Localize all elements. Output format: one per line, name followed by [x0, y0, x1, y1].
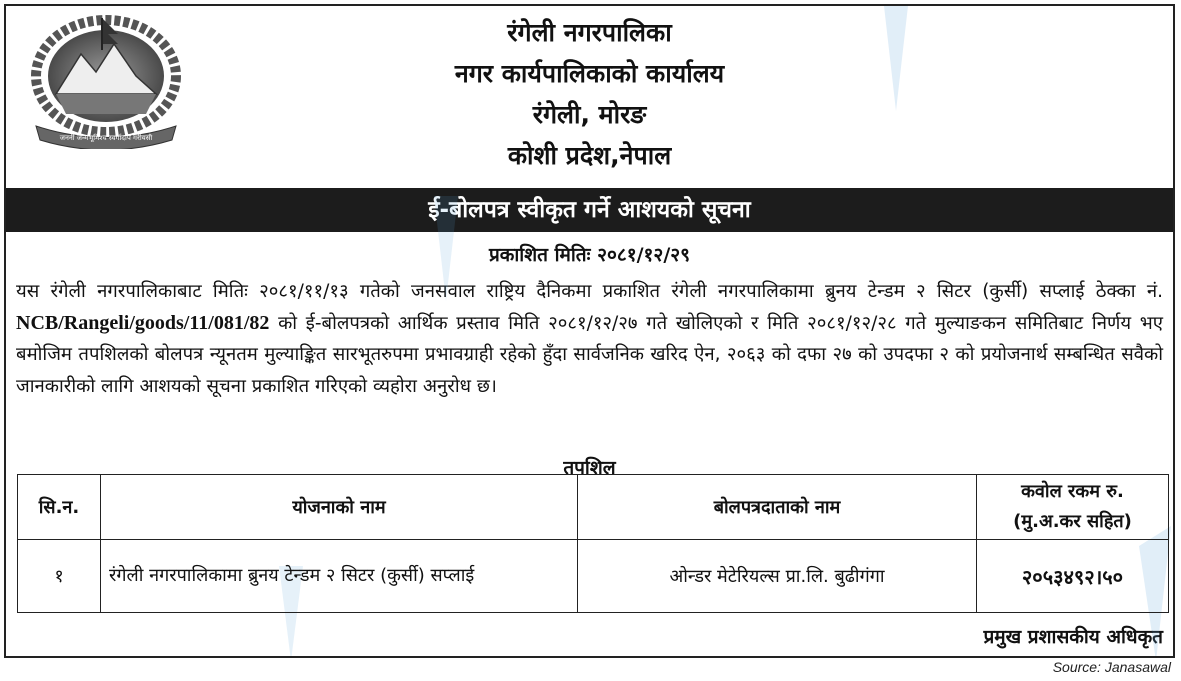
cell-amount: २०५३४९२।५०	[977, 540, 1169, 613]
municipality-name: रंगेली नगरपालिका	[507, 18, 672, 47]
body-part-1: यस रंगेली नगरपालिकाबाट मितिः २०८१/११/१३ गतेको जनसवाल राष्ट्रिय दैनिकमा प्रकाशित रंगेली नगरपालिकामा ब्रुनय टेन्डम २ सिटर (कुर्सी) सप्लाई ठेक्का नं.	[16, 281, 1163, 302]
office-location: रंगेली, मोरङ	[532, 100, 647, 129]
published-date-value: २०८१/१२/२९	[597, 244, 691, 266]
col-header-amount	[977, 475, 1169, 540]
details-caption: तपशिल	[563, 457, 616, 479]
office-name: नगर कार्यपालिकाको कार्यालय	[454, 59, 725, 88]
office-header	[6, 12, 1173, 176]
signatory-title: प्रमुख प्रशासकीय अधिकृत	[983, 626, 1163, 648]
col-header-yojana: योजनाको नाम	[101, 475, 578, 540]
col-header-sn: सि.न.	[18, 475, 101, 540]
col-header-bidder: बोलपत्रदाताको नाम	[578, 475, 977, 540]
notice-body	[16, 276, 1163, 402]
amount-header-line2: (मु.अ.कर सहित)	[1013, 511, 1132, 532]
body-part-2: को ई-बोलपत्रको आर्थिक प्रस्ताव मिति २०८१/१२/२७ गते खोलिएको र मिति २०८१/१२/२८ गते मुल्याङकन समितिबाट निर्णय भए बमोजिम तपशिलको बोलपत्र न्यूनतम मुल्याङ्कित सारभूतरुपमा प्रभावग्राही रहेको हुँदा सार्वजनिक खरिद ऐन, २०६३ को दफा २७ को उपदफा २ को प्रयोजनार्थ सम्बन्धित सवैको जानकारीको लागि आशयको सूचना प्रकाशित गरिएको व्यहोरा अनुरोध छ।	[16, 312, 1163, 397]
cell-yojana: रंगेली नगरपालिकामा ब्रुनय टेन्डम २ सिटर (कुर्सी) सप्लाई	[101, 540, 578, 613]
amount-header-line1: कवोल रकम रु.	[1021, 481, 1124, 502]
notice-title-banner: ई-बोलपत्र स्वीकृत गर्ने आशयको सूचना	[6, 188, 1173, 232]
published-label: प्रकाशित मितिः	[488, 244, 591, 266]
source-credit: Source: Janasawal	[1052, 659, 1171, 675]
province-country: कोशी प्रदेश,नेपाल	[507, 141, 672, 170]
emblem-motto: जननी जन्मभूमिश्च स्वर्गादपि गरीयसी	[59, 134, 153, 142]
contract-reference: NCB/Rangeli/goods/11/081/82	[16, 311, 270, 334]
published-date	[6, 241, 1173, 267]
cell-sn: १	[18, 540, 101, 613]
table-header-row	[18, 475, 1169, 540]
table-row	[18, 540, 1169, 613]
details-table	[17, 474, 1169, 613]
cell-bidder: ओन्डर मेटेरियल्स प्रा.लि. बुढीगंगा	[578, 540, 977, 613]
